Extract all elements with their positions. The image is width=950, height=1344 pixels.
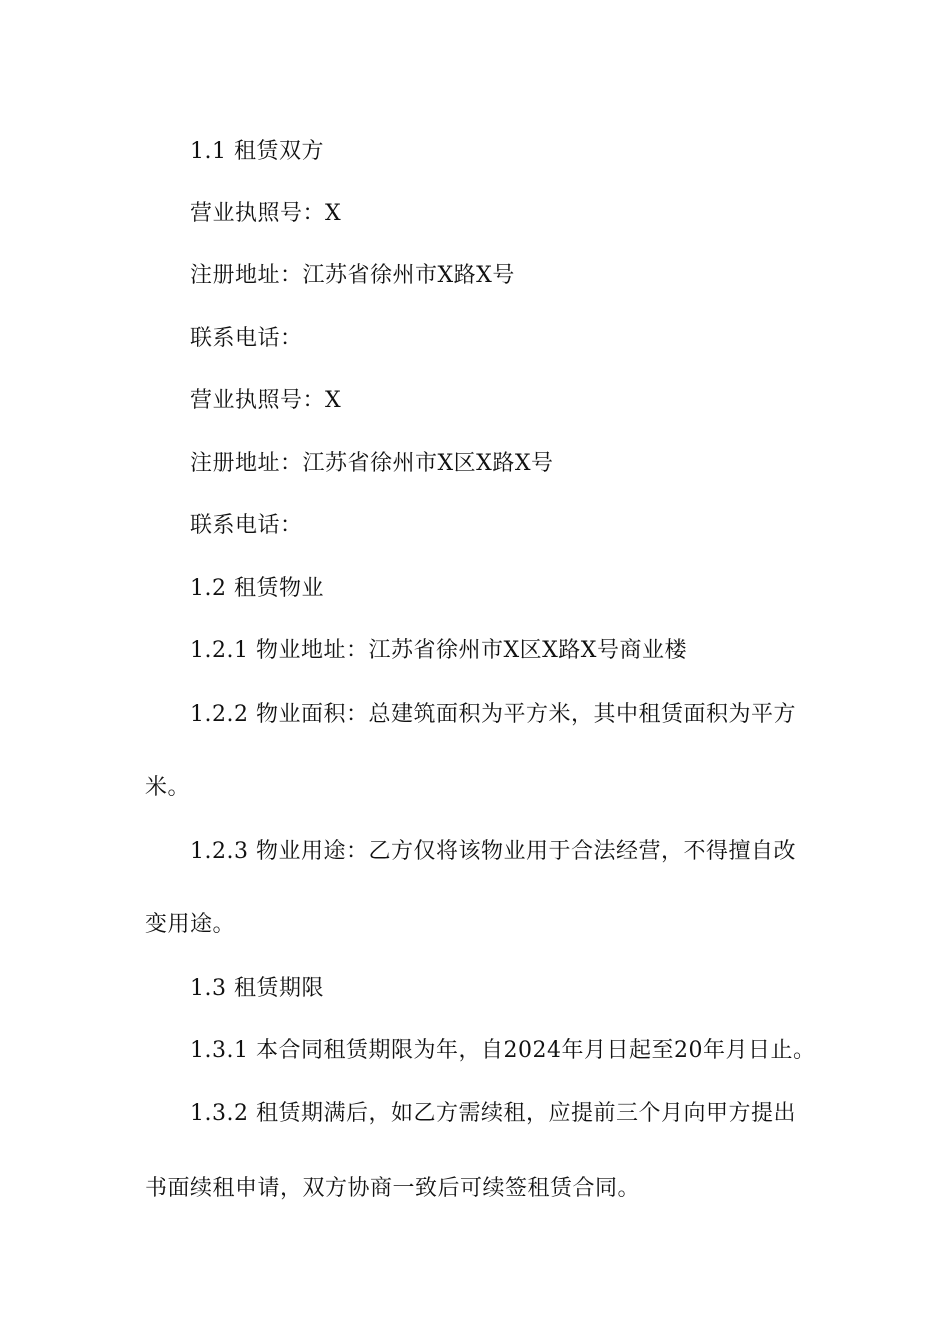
clause-1-3-2: 1.3.2 租赁期满后，如乙方需续租，应提前三个月向甲方提出 xyxy=(190,1101,796,1126)
registered-address-line-2: 注册地址：江苏省徐州市X区X路X号 xyxy=(190,451,554,476)
section-heading-1-2: 1.2 租赁物业 xyxy=(190,576,324,601)
business-license-line: 营业执照号：X xyxy=(190,201,342,226)
clause-1-2-2-continuation: 米。 xyxy=(145,775,191,800)
contact-phone-line: 联系电话： xyxy=(190,326,303,351)
section-heading-1-3: 1.3 租赁期限 xyxy=(190,976,324,1001)
clause-1-2-3-continuation: 变用途。 xyxy=(145,912,236,937)
section-heading-1-1: 1.1 租赁双方 xyxy=(190,139,324,164)
clause-1-2-3: 1.2.3 物业用途：乙方仅将该物业用于合法经营，不得擅自改 xyxy=(190,839,796,864)
registered-address-line: 注册地址：江苏省徐州市X路X号 xyxy=(190,263,515,288)
clause-1-2-1: 1.2.1 物业地址：江苏省徐州市X区X路X号商业楼 xyxy=(190,638,687,663)
clause-1-3-1: 1.3.1 本合同租赁期限为年，自2024年月日起至20年月日止。 xyxy=(190,1038,816,1063)
clause-1-3-2-continuation: 书面续租申请，双方协商一致后可续签租赁合同。 xyxy=(145,1176,641,1201)
business-license-line-2: 营业执照号：X xyxy=(190,388,342,413)
clause-1-2-2: 1.2.2 物业面积：总建筑面积为平方米，其中租赁面积为平方 xyxy=(190,702,796,727)
contact-phone-line-2: 联系电话： xyxy=(190,513,303,538)
